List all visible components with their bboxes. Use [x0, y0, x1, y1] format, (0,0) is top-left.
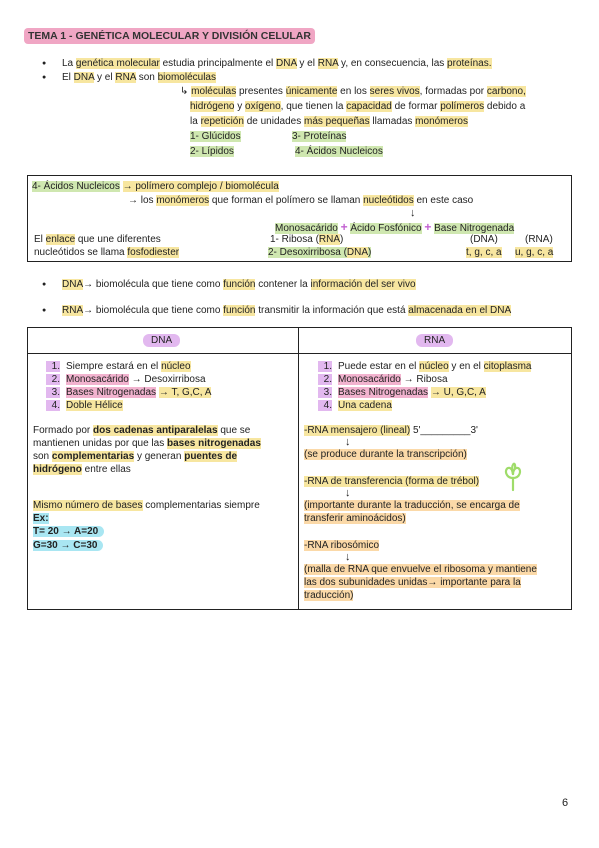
table-divider-horizontal	[27, 353, 571, 354]
box-row-1	[32, 181, 279, 192]
text: contener la	[255, 279, 311, 290]
plus-icon: +	[340, 220, 348, 234]
dna-bases: t, g, c, a	[466, 247, 502, 258]
example-2: G=30 → C=30	[33, 540, 103, 551]
arrow-down-icon: ↓	[345, 436, 351, 448]
highlight: RNA	[115, 72, 136, 83]
rna-ribosomico-note-2: las dos subunidades unidas→ importante para la	[304, 577, 521, 588]
text: estudia principalmente el	[159, 58, 277, 69]
highlight: almacenada en el DNA	[408, 305, 512, 316]
list-number: 2.	[46, 374, 60, 385]
highlight: DNA	[346, 247, 369, 258]
highlight: monómeros	[415, 116, 468, 127]
example-label: Ex:	[33, 513, 49, 524]
highlight: -RNA de transferencia (forma de trébol)	[304, 476, 480, 487]
text: nucleótidos se llama	[34, 247, 128, 258]
text: y el	[94, 72, 116, 83]
text: , que tienen la	[280, 101, 347, 112]
list-number: 1.	[318, 361, 332, 372]
text: que forman el polímero se llaman	[209, 195, 364, 206]
text: transmitir la información que está	[255, 305, 409, 316]
text: complementarias siempre	[142, 500, 260, 511]
highlight: Ácido Fosfónico	[350, 223, 422, 234]
highlight: Base Nitrogenada	[434, 223, 515, 234]
plus-icon: +	[424, 220, 432, 234]
text: El	[34, 234, 46, 245]
text: y en el	[448, 361, 484, 372]
highlight: carbono,	[486, 86, 526, 97]
list-number: 4.	[46, 400, 60, 411]
list-glucidos: 1- Glúcidos	[190, 131, 241, 142]
text: de formar	[391, 101, 441, 112]
intro-sub-3	[190, 116, 468, 127]
highlight: Monosacárido	[338, 374, 401, 385]
arrow-icon: ↳	[180, 86, 189, 97]
rna-bases: u, g, c, a	[515, 247, 554, 258]
highlight: monómeros	[156, 195, 210, 206]
highlight: → polímero complejo / biomolécula	[122, 181, 279, 192]
text: mantienen unidas por que las	[33, 438, 167, 449]
highlight: Mismo número de bases	[33, 500, 143, 511]
text: que se	[217, 425, 251, 436]
text: y	[234, 101, 246, 112]
table-header-dna: DNA	[143, 334, 180, 347]
dna-paren: (DNA)	[470, 234, 498, 245]
text: , formadas por	[419, 86, 487, 97]
arrow-down-icon: ↓	[345, 487, 351, 499]
dna-desc-2	[33, 438, 261, 449]
highlight: fosfodiester	[127, 247, 180, 258]
dna-item-4	[46, 400, 123, 411]
text: El	[62, 72, 74, 83]
text: presentes	[236, 86, 286, 97]
text: llamadas	[369, 116, 416, 127]
text: son	[33, 451, 52, 462]
intro-bullet-1	[62, 58, 492, 69]
text: biomolécula que tiene como	[93, 305, 224, 316]
text: Siempre estará en el	[66, 361, 162, 372]
list-number: 3.	[318, 387, 332, 398]
text: que une diferentes	[75, 234, 161, 245]
highlight: más pequeñas	[303, 116, 370, 127]
highlight: complementarias	[51, 451, 135, 462]
highlight: enlace	[45, 234, 76, 245]
text: de unidades	[243, 116, 304, 127]
rna-transferencia	[304, 476, 479, 487]
highlight: RNA	[317, 58, 339, 69]
highlight: capacidad	[346, 101, 392, 112]
highlight: Bases Nitrogenadas	[66, 387, 157, 398]
highlight: moléculas	[191, 86, 237, 97]
highlight: RNA	[318, 234, 341, 245]
highlight: repetición	[200, 116, 244, 127]
text: 5'_________3'	[412, 425, 478, 436]
highlight: nucleótidos	[363, 195, 414, 206]
enlace-line-2	[34, 247, 179, 258]
arrow-right-icon: →	[83, 305, 94, 316]
arrow-down-icon: ↓	[345, 551, 351, 563]
highlight: Monosacárido	[66, 374, 129, 385]
highlight: → T, G,C, A	[158, 387, 212, 398]
dna-desc-4	[33, 464, 131, 475]
text: y, en consecuencia, las	[338, 58, 448, 69]
highlight: Monosacárido	[275, 223, 338, 234]
arrow-right-icon: →	[83, 279, 94, 290]
rna-definition	[62, 305, 511, 316]
intro-sub-2	[190, 101, 525, 112]
dna-desc-1	[33, 425, 250, 436]
text: → los	[128, 195, 157, 206]
intro-sub-1	[180, 86, 526, 97]
highlight: citoplasma	[483, 361, 532, 372]
rna-item-1	[318, 361, 531, 372]
page-number: 6	[562, 797, 569, 809]
arrow-down-icon: ↓	[410, 207, 416, 219]
table-header-rna: RNA	[416, 334, 453, 347]
rna-item-4	[318, 400, 392, 411]
highlight: polímeros	[440, 101, 485, 112]
list-number: 1.	[46, 361, 60, 372]
text: biomolécula que tiene como	[93, 279, 224, 290]
dna-item-2	[46, 374, 206, 385]
highlight: RNA	[62, 305, 84, 316]
highlight: Doble Hélice	[66, 400, 123, 411]
text: )	[340, 234, 344, 245]
text: → Desoxirribosa	[131, 374, 206, 385]
table-divider-vertical	[298, 327, 299, 610]
rna-item-3	[318, 387, 486, 398]
highlight: únicamente	[285, 86, 338, 97]
text: la	[190, 116, 201, 127]
text: 1- Ribosa (	[270, 234, 319, 245]
rna-ribosomico: -RNA ribosómico	[304, 540, 380, 551]
highlight: DNA	[276, 58, 297, 69]
highlight: 4- Ácidos Nucleicos	[32, 181, 120, 192]
highlight: -RNA mensajero (lineal)	[304, 425, 411, 436]
list-number: 2.	[318, 374, 332, 385]
page-title: TEMA 1 - GENÉTICA MOLECULAR Y DIVISIÓN CELULAR	[24, 28, 315, 44]
highlight: función	[223, 279, 256, 290]
rna-ribosomico-note-3: traducción)	[304, 590, 354, 601]
list-lipidos: 2- Lípidos	[190, 146, 234, 157]
dna-definition	[62, 279, 416, 290]
nucleotide-formula	[275, 220, 514, 234]
rna-mensajero	[304, 425, 478, 436]
highlight: núcleo	[161, 361, 191, 372]
enlace-line-1	[34, 234, 161, 245]
highlight: Bases Nitrogenadas	[338, 387, 429, 398]
text: en este caso	[413, 195, 474, 206]
highlight: puentes de	[184, 451, 238, 462]
rna-transferencia-note-1: (importante durante la traducción, se encarga de	[304, 500, 520, 511]
highlight: bases nitrogenadas	[166, 438, 261, 449]
list-acidos: 4- Ácidos Nucleicos	[295, 146, 383, 157]
highlight: hidrógeno	[190, 101, 235, 112]
list-number: 3.	[46, 387, 60, 398]
highlight: DNA	[73, 72, 95, 83]
highlight: biomoléculas	[157, 72, 216, 83]
highlight: proteínas.	[447, 58, 492, 69]
text: en los	[337, 86, 370, 97]
ribosa-line	[270, 234, 343, 245]
dna-mismo	[33, 500, 260, 511]
highlight: dos cadenas antiparalelas	[93, 425, 218, 436]
highlight: función	[223, 305, 256, 316]
highlight: genética molecular	[75, 58, 160, 69]
text: Puede estar en el	[338, 361, 420, 372]
intro-bullet-2	[62, 72, 216, 83]
highlight: hidrógeno	[33, 464, 82, 475]
rna-ribosomico-note-1: (malla de RNA que envuelve el ribosoma y mantiene	[304, 564, 537, 575]
dna-item-3	[46, 387, 211, 398]
rna-transferencia-note-2: transferir aminoácidos)	[304, 513, 406, 524]
box-row-2	[128, 195, 473, 206]
dna-desc-3	[33, 451, 237, 462]
list-proteinas: 3- Proteínas	[292, 131, 347, 142]
text: La	[62, 58, 76, 69]
highlight: → U, G,C, A	[430, 387, 486, 398]
text: )	[368, 247, 372, 258]
text: Formado por	[33, 425, 94, 436]
text: → Ribosa	[403, 374, 448, 385]
highlight: DNA	[62, 279, 84, 290]
text: y generan	[134, 451, 185, 462]
highlight: núcleo	[419, 361, 449, 372]
highlight: información del ser vivo	[310, 279, 416, 290]
dna-item-1	[46, 361, 191, 372]
rna-item-2	[318, 374, 448, 385]
text: debido a	[484, 101, 526, 112]
highlight: seres vivos	[369, 86, 420, 97]
highlight: Una cadena	[338, 400, 392, 411]
rna-paren: (RNA)	[525, 234, 553, 245]
desoxirribosa-line	[268, 247, 371, 258]
text: 2- Desoxirribosa (	[268, 247, 347, 258]
highlight: oxígeno	[245, 101, 281, 112]
clover-icon	[500, 458, 526, 492]
rna-mensajero-note: (se produce durante la transcripción)	[304, 449, 467, 460]
list-number: 4.	[318, 400, 332, 411]
text: son	[135, 72, 158, 83]
example-1: T= 20 → A=20	[33, 526, 104, 537]
text: y el	[296, 58, 318, 69]
text: entre ellas	[81, 464, 131, 475]
